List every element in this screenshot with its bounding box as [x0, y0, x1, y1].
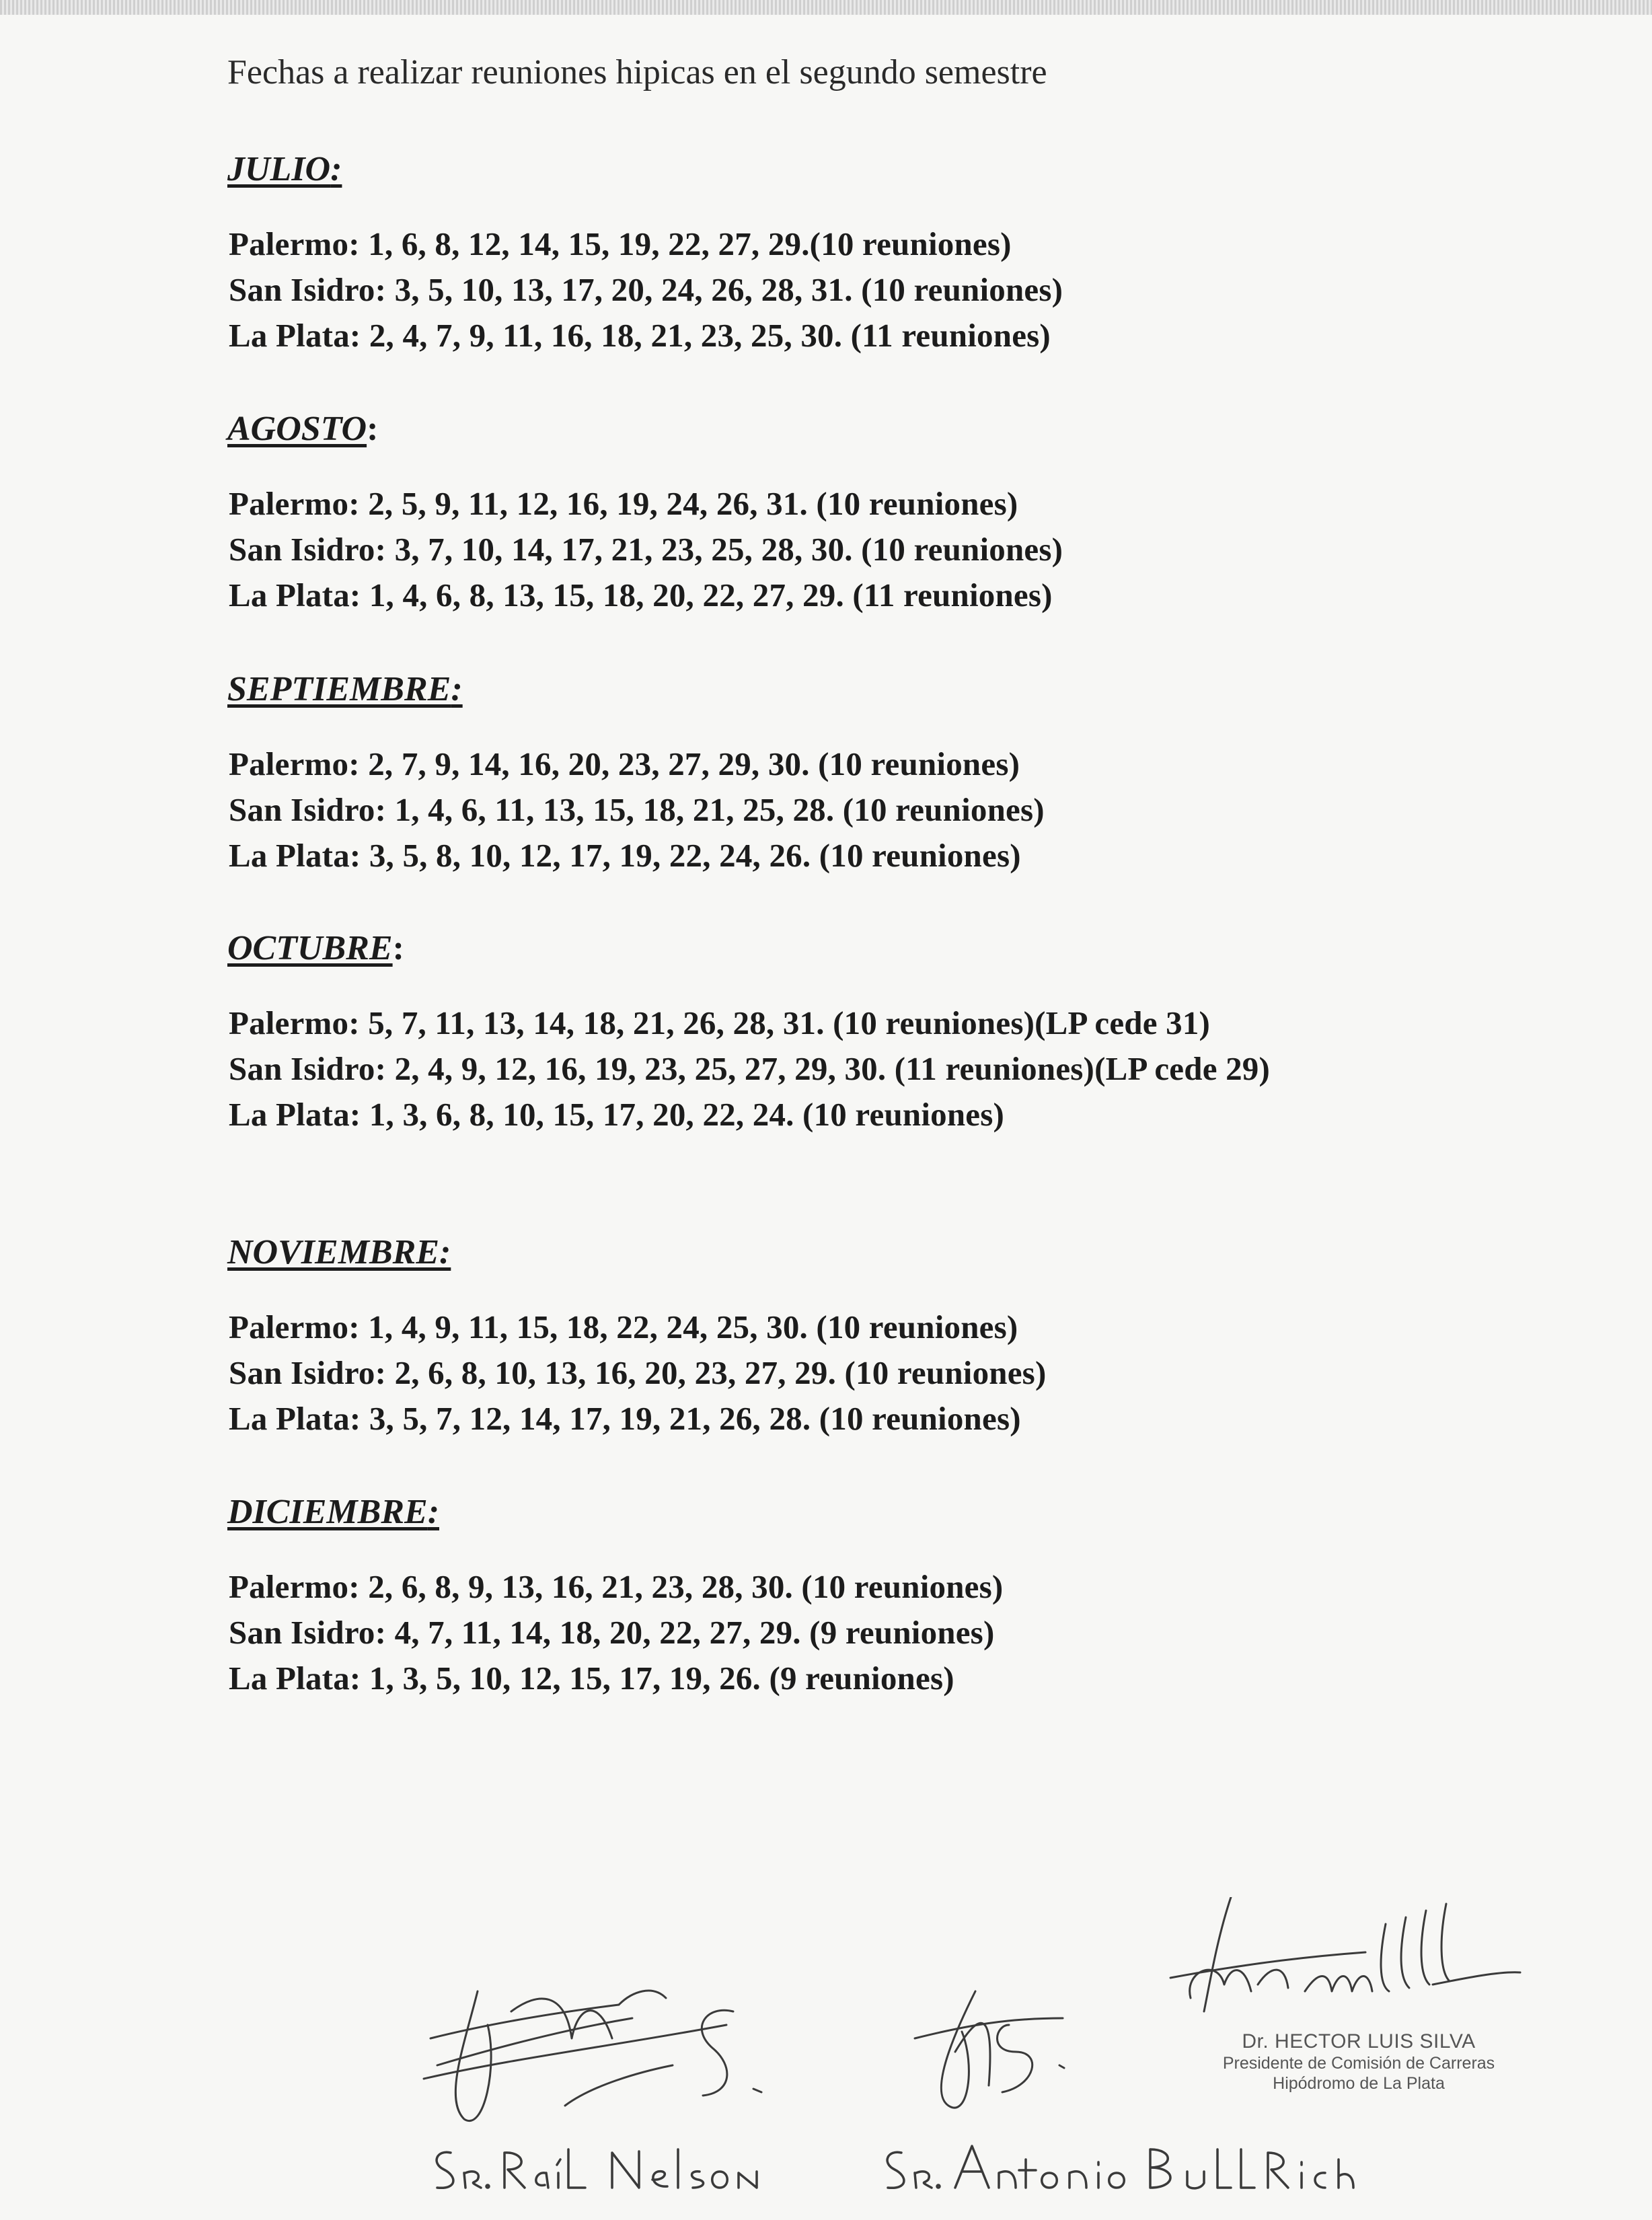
schedule-line: Palermo: 1, 4, 9, 11, 15, 18, 22, 24, 25, 30. (10 reuniones) — [229, 1308, 1018, 1345]
schedule-line: Palermo: 1, 6, 8, 12, 14, 15, 19, 22, 27, 29.(10 reuniones) — [229, 225, 1012, 262]
schedule-line: La Plata: 1, 4, 6, 8, 13, 15, 18, 20, 22, 27, 29. (11 reuniones) — [229, 577, 1053, 614]
signature-left-name — [424, 2139, 895, 2193]
schedule-line: Palermo: 2, 5, 9, 11, 12, 16, 19, 24, 26, 31. (10 reuniones) — [229, 485, 1018, 522]
schedule-line: La Plata: 3, 5, 8, 10, 12, 17, 19, 22, 24, 26. (10 reuniones) — [229, 837, 1021, 874]
schedule-line: San Isidro: 3, 7, 10, 14, 17, 21, 23, 25, 28, 30. (10 reuniones) — [229, 531, 1063, 568]
schedule-line: San Isidro: 4, 7, 11, 14, 18, 20, 22, 27, 29. (9 reuniones) — [229, 1614, 995, 1651]
signature-middle-name — [874, 2139, 1359, 2200]
month-heading — [227, 149, 342, 189]
handwritten-name-middle — [874, 2139, 1359, 2200]
signature-hector-silva — [1143, 1897, 1561, 2032]
month-colon: : — [367, 410, 379, 448]
month-name: AGOSTO — [227, 410, 367, 448]
month-name: NOVIEMBRE — [227, 1233, 439, 1271]
schedule-line: San Isidro: 3, 5, 10, 13, 17, 20, 24, 26, 28, 31. (10 reuniones) — [229, 271, 1063, 308]
month-colon: : — [330, 150, 342, 188]
schedule-line: Palermo: 2, 6, 8, 9, 13, 16, 21, 23, 28, 30. (10 reuniones) — [229, 1568, 1004, 1605]
schedule-line: Palermo: 2, 7, 9, 14, 16, 20, 23, 27, 29, 30. (10 reuniones) — [229, 745, 1020, 782]
month-colon: : — [451, 670, 463, 708]
month-heading — [227, 928, 404, 968]
month-heading — [227, 669, 463, 709]
month-heading — [227, 1492, 439, 1532]
official-role-line1: Presidente de Comisión de Carreras — [1222, 2054, 1495, 2073]
signature-scribble-right — [1143, 1897, 1561, 2032]
schedule-line: La Plata: 1, 3, 5, 10, 12, 15, 17, 19, 26. (9 reuniones) — [229, 1660, 954, 1697]
schedule-line: San Isidro: 2, 6, 8, 10, 13, 16, 20, 23, 27, 29. (10 reuniones) — [229, 1354, 1047, 1391]
schedule-line: San Isidro: 1, 4, 6, 11, 13, 15, 18, 21, 25, 28. (10 reuniones) — [229, 791, 1045, 828]
month-heading — [227, 1232, 451, 1272]
month-colon: : — [439, 1233, 451, 1271]
schedule-line: Palermo: 5, 7, 11, 13, 14, 18, 21, 26, 28, 31. (10 reuniones)(LP cede 31) — [229, 1004, 1211, 1041]
signature-raul-nelson — [417, 1964, 888, 2193]
schedule-line: La Plata: 1, 3, 6, 8, 10, 15, 17, 20, 22, 24. (10 reuniones) — [229, 1096, 1005, 1133]
official-name: Dr. HECTOR LUIS SILVA — [1242, 2030, 1476, 2052]
schedule-line: La Plata: 2, 4, 7, 9, 11, 16, 18, 21, 23, 25, 30. (11 reuniones) — [229, 317, 1051, 354]
month-name: JULIO — [227, 150, 331, 188]
official-role-line2: Hipódromo de La Plata — [1273, 2074, 1445, 2093]
document-intro: Fechas a realizar reuniones hipicas en el segundo semestre — [227, 53, 1047, 91]
month-heading — [227, 409, 378, 449]
month-name: DICIEMBRE — [227, 1493, 428, 1531]
month-name: SEPTIEMBRE — [227, 670, 451, 708]
schedule-line: San Isidro: 2, 4, 9, 12, 16, 19, 23, 25, 27, 29, 30. (11 reuniones)(LP cede 29) — [229, 1050, 1271, 1087]
schedule-line: La Plata: 3, 5, 7, 12, 14, 17, 19, 21, 26, 28. (10 reuniones) — [229, 1400, 1021, 1437]
official-stamp — [1184, 2030, 1534, 2094]
month-name: OCTUBRE — [227, 929, 393, 967]
month-colon: : — [427, 1493, 440, 1531]
month-colon: : — [392, 929, 404, 967]
handwritten-name-left — [424, 2139, 895, 2193]
